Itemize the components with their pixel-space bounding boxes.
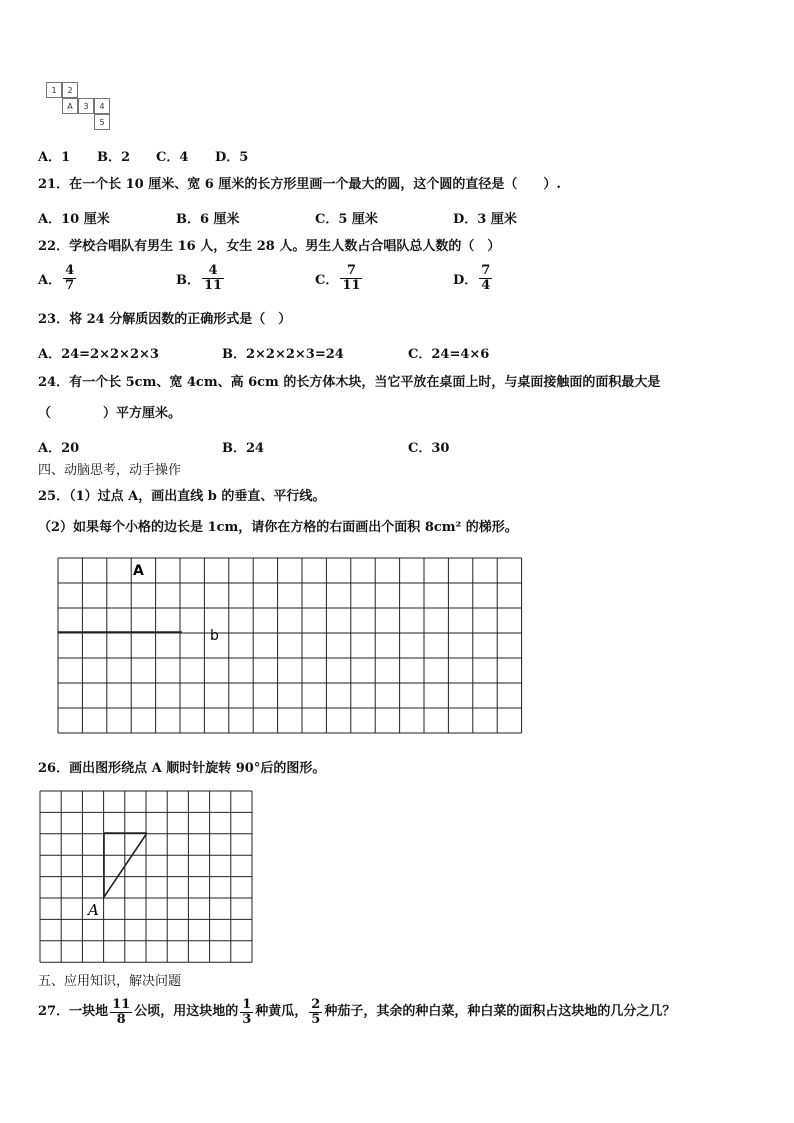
point-a-label: A bbox=[88, 901, 99, 919]
fraction bbox=[479, 264, 492, 293]
net-cell: 4 bbox=[94, 98, 110, 114]
q20-option-a[interactable]: A．1 bbox=[38, 150, 71, 165]
shape-edge-diagonal bbox=[104, 833, 147, 897]
option-label: C． bbox=[315, 273, 339, 288]
fraction bbox=[340, 264, 362, 293]
fraction-numerator: 7 bbox=[346, 263, 356, 278]
option-label: B． bbox=[176, 273, 200, 288]
fraction-numerator: 1 bbox=[242, 996, 252, 1012]
fraction-numerator: 11 bbox=[112, 996, 131, 1012]
net-cell: 1 bbox=[46, 82, 62, 98]
option-label: A． bbox=[38, 273, 62, 288]
fraction-eggplant bbox=[309, 998, 322, 1027]
q21-text: 21．在一个长 10 厘米、宽 6 厘米的长方形里画一个最大的圆，这个圆的直径是（ ）. bbox=[38, 177, 561, 192]
fraction-numerator: 2 bbox=[311, 996, 321, 1012]
fraction bbox=[63, 264, 76, 293]
q23-option-c[interactable]: C．24=4×6 bbox=[408, 347, 490, 362]
net-cell: 3 bbox=[78, 98, 94, 114]
q24-option-b[interactable]: B．24 bbox=[222, 441, 265, 456]
q21-option-c[interactable]: C．5 厘米 bbox=[315, 212, 378, 227]
net-cell: A bbox=[62, 98, 78, 114]
fraction-denominator: 5 bbox=[311, 1011, 321, 1027]
q22-option-c[interactable] bbox=[315, 264, 364, 293]
net-cell: 2 bbox=[62, 82, 78, 98]
fraction-numerator: 4 bbox=[65, 263, 75, 278]
q23-text: 23．将 24 分解质因数的正确形式是（ ） bbox=[38, 312, 292, 327]
fraction-area bbox=[110, 998, 132, 1027]
grid-lines bbox=[58, 558, 522, 733]
q24-text-line2: （ ）平方厘米。 bbox=[38, 406, 182, 421]
option-label: D． bbox=[453, 273, 478, 288]
q21-option-d[interactable]: D．3 厘米 bbox=[453, 212, 517, 227]
section-heading-5: 五、应用知识，解决问题 bbox=[38, 974, 182, 989]
q27-mid1: 公顷，用这块地的 bbox=[134, 1004, 239, 1019]
q20-option-d[interactable]: D．5 bbox=[215, 150, 249, 165]
q25-part2-text: （2）如果每个小格的边长是 1cm，请你在方格的右面画出个面积 8cm² 的梯形。 bbox=[38, 520, 518, 535]
q24-option-a[interactable]: A．20 bbox=[38, 441, 80, 456]
q22-option-b[interactable] bbox=[176, 264, 226, 293]
q22-option-a[interactable] bbox=[38, 264, 78, 293]
fraction-denominator: 3 bbox=[242, 1011, 252, 1027]
q23-option-b[interactable]: B．2×2×2×3=24 bbox=[222, 347, 344, 362]
section-heading-4: 四、动脑思考，动手操作 bbox=[38, 463, 182, 478]
q22-option-d[interactable] bbox=[453, 264, 494, 293]
q27-suffix: 种茄子，其余的种白菜，种白菜的面积占这块地的几分之几？ bbox=[324, 1004, 676, 1019]
fraction-denominator: 8 bbox=[110, 1012, 132, 1027]
fraction-denominator: 7 bbox=[65, 278, 75, 293]
q25-grid[interactable] bbox=[56, 556, 526, 736]
fraction bbox=[202, 264, 224, 293]
q22-text: 22．学校合唱队有男生 16 人，女生 28 人。男生人数占合唱队总人数的（ ） bbox=[38, 239, 501, 254]
fraction-numerator: 4 bbox=[208, 263, 218, 278]
fraction-numerator: 7 bbox=[481, 263, 491, 278]
q24-text-line1: 24．有一个长 5cm、宽 4cm、高 6cm 的长方体木块，当它平放在桌面上时，与桌面接触面的面积最大是 bbox=[38, 375, 661, 390]
q24-option-c[interactable]: C．30 bbox=[408, 441, 450, 456]
q21-option-a[interactable]: A．10 厘米 bbox=[38, 212, 110, 227]
point-a-label: A bbox=[133, 563, 144, 579]
q26-grid[interactable] bbox=[38, 789, 256, 965]
fraction-denominator: 11 bbox=[204, 278, 223, 293]
fraction-cucumber bbox=[240, 998, 253, 1027]
q27-prefix: 27．一块地 bbox=[38, 1004, 109, 1019]
q27-mid2: 种黄瓜， bbox=[255, 1004, 308, 1019]
q20-option-b[interactable]: B．2 bbox=[97, 150, 131, 165]
grid-lines bbox=[40, 791, 252, 962]
fraction-denominator: 4 bbox=[481, 278, 491, 293]
q27-text bbox=[38, 994, 675, 1031]
q20-option-c[interactable]: C．4 bbox=[156, 150, 189, 165]
q26-text: 26．画出图形绕点 A 顺时针旋转 90°后的图形。 bbox=[38, 761, 326, 776]
fraction-denominator: 11 bbox=[342, 278, 361, 293]
net-cell: 5 bbox=[94, 114, 110, 130]
q21-option-b[interactable]: B．6 厘米 bbox=[176, 212, 240, 227]
line-b-label: b bbox=[210, 628, 219, 644]
q25-part1-text: 25．（1）过点 A，画出直线 b 的垂直、平行线。 bbox=[38, 489, 326, 504]
q23-option-a[interactable]: A．24=2×2×2×3 bbox=[38, 347, 159, 362]
